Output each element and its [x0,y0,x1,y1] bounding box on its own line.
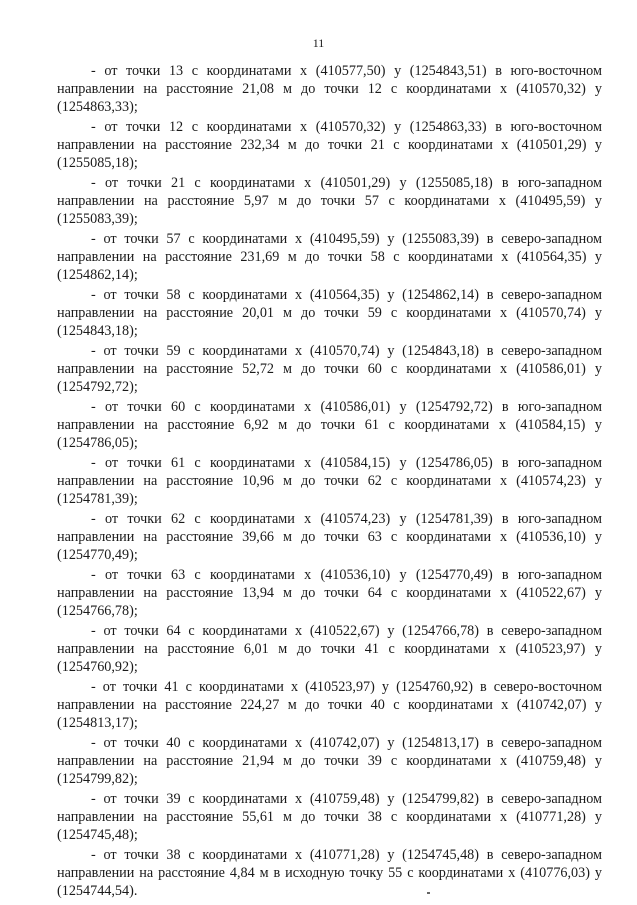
document-body [57,62,602,902]
boundary-segment-paragraph: - от точки 60 с координатами х (410586,01) у (1254792,72) в юго-западном направлении на расстояние 6,92 м до точки 61 с координатами х (410584,15) у (1254786,05); [57,399,602,451]
boundary-segment-paragraph: - от точки 38 с координатами х (410771,28) у (1254745,48) в северо-западном направлении на расстояние 4,84 м в исходную точку 55 с координатами х (410776,03) у (1254744,54). [57,847,602,899]
boundary-segment-paragraph: - от точки 63 с координатами х (410536,10) у (1254770,49) в юго-западном направлении на расстояние 13,94 м до точки 64 с координатами х (410522,67) у (1254766,78); [57,567,602,619]
boundary-segment-paragraph: - от точки 13 с координатами х (410577,50) у (1254843,51) в юго-восточном направлении на расстояние 21,08 м до точки 12 с координатами х (410570,32) у (1254863,33); [57,63,602,115]
boundary-segment-paragraph: - от точки 62 с координатами х (410574,23) у (1254781,39) в юго-западном направлении на расстояние 39,66 м до точки 63 с координатами х (410536,10) у (1254770,49); [57,511,602,563]
boundary-segment-paragraph: - от точки 61 с координатами х (410584,15) у (1254786,05) в юго-западном направлении на расстояние 10,96 м до точки 62 с координатами х (410574,23) у (1254781,39); [57,455,602,507]
boundary-segment-paragraph: - от точки 57 с координатами х (410495,59) у (1255083,39) в северо-западном направлении на расстояние 231,69 м до точки 58 с координатами х (410564,35) у (1254862,14); [57,231,602,283]
boundary-segment-paragraph: - от точки 58 с координатами х (410564,35) у (1254862,14) в северо-западном направлении на расстояние 20,01 м до точки 59 с координатами х (410570,74) у (1254843,18); [57,287,602,339]
boundary-segment-paragraph: - от точки 41 с координатами х (410523,97) у (1254760,92) в северо-восточном направлении на расстояние 224,27 м до точки 40 с координатами х (410742,07) у (1254813,17); [57,679,602,731]
boundary-segment-paragraph: - от точки 21 с координатами х (410501,29) у (1255085,18) в юго-западном направлении на расстояние 5,97 м до точки 57 с координатами х (410495,59) у (1255083,39); [57,175,602,227]
boundary-segment-paragraph: - от точки 12 с координатами х (410570,32) у (1254863,33) в юго-восточном направлении на расстояние 232,34 м до точки 21 с координатами х (410501,29) у (1255085,18); [57,119,602,171]
page-number: 11 [312,36,325,50]
scan-speck [427,892,430,894]
boundary-segment-paragraph: - от точки 64 с координатами х (410522,67) у (1254766,78) в северо-западном направлении на расстояние 6,01 м до точки 41 с координатами х (410523,97) у (1254760,92); [57,623,602,675]
boundary-segment-paragraph: - от точки 59 с координатами х (410570,74) у (1254843,18) в северо-западном направлении на расстояние 52,72 м до точки 60 с координатами х (410586,01) у (1254792,72); [57,343,602,395]
boundary-segment-paragraph: - от точки 40 с координатами х (410742,07) у (1254813,17) в северо-западном направлении на расстояние 21,94 м до точки 39 с координатами х (410759,48) у (1254799,82); [57,735,602,787]
boundary-segment-paragraph: - от точки 39 с координатами х (410759,48) у (1254799,82) в северо-западном направлении на расстояние 55,61 м до точки 38 с координатами х (410771,28) у (1254745,48); [57,791,602,843]
